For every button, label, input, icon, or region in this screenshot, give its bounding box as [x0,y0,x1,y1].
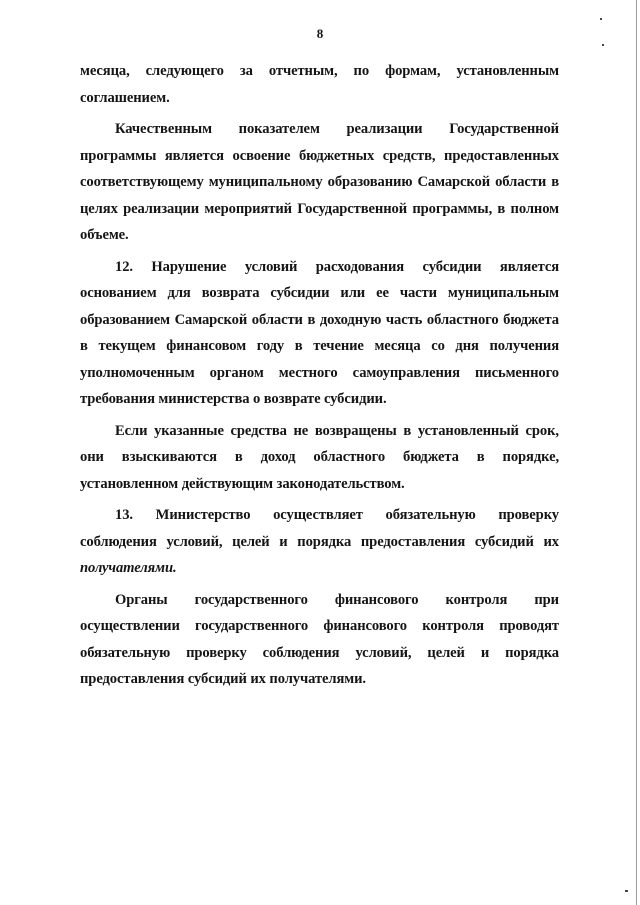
paragraph-item-13 [80,502,559,582]
scan-dot [625,890,628,892]
paragraph-recovery: Если указанные средства не возвращены в установленный срок, они взыскиваются в доход областного бюджета в порядке, установленном действующим законодательством. [80,422,559,492]
paragraph-item-12: 12. Нарушение условий расходования субсидии является основанием для возврата субсидии или ее части муниципальным образованием Самарской области в доходную часть областного бюджета в текущем финансовом году в течение месяца со дня получения уполномоченным органом местного самоуправления письменного требования министерства о возврате субсидии. [80,258,559,407]
page-number: 8 [316,26,324,41]
paragraph-quality-indicator: Качественным показателем реализации Государственной программы является освоение бюджетных средств, предоставленных соответствующему муниципальному образованию Самарской области в целях реализации мероприятий Государственной программы, в полном объеме. [80,121,559,243]
scan-dot [600,18,602,20]
paragraph-continuation: месяца, следующего за отчетным, по формам, установленным соглашением. [80,63,559,106]
paragraph-item-13-emphasis: получателями. [80,560,177,576]
scan-edge-line [636,0,637,905]
paragraph-financial-control: Органы государственного финансового контроля при осуществлении государственного финансового контроля проводят обязательную проверку соблюдения условий, целей и порядка предоставления субсидий их получателями. [80,591,559,687]
document-body [80,58,559,698]
paragraph-item-13-text: 13. Министерство осуществляет обязательную проверку соблюдения условий, целей и порядка предоставления субсидий их [80,507,559,550]
scan-dot [602,44,604,46]
